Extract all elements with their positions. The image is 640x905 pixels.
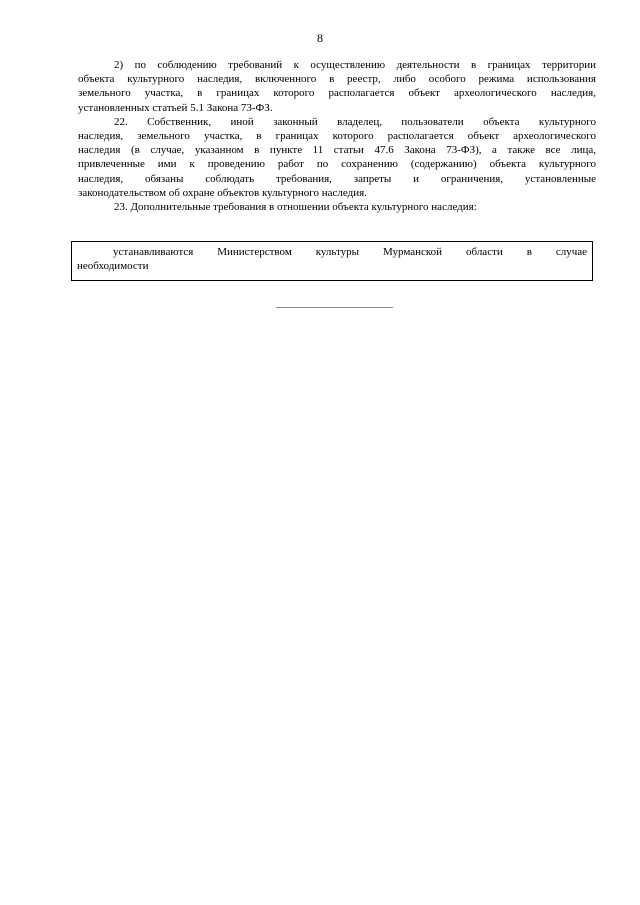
text-line: привлеченные ими к проведению работ по сохранению (содержанию) объекта культурного bbox=[78, 158, 596, 171]
text-line: 23. Дополнительные требования в отношении объекта культурного наследия: bbox=[114, 201, 477, 214]
end-of-document-divider bbox=[276, 307, 393, 308]
page-number: 8 bbox=[317, 31, 323, 45]
text-line: необходимости bbox=[77, 260, 149, 273]
text-line: 2) по соблюдению требований к осуществлению деятельности в границах территории bbox=[114, 59, 596, 71]
document-body bbox=[78, 58, 596, 214]
text-line: законодательством об охране объектов культурного наследия. bbox=[78, 186, 367, 199]
text-line: земельного участка, в границах которого располагается объект археологического наследия, bbox=[78, 87, 596, 100]
paragraph-22 bbox=[78, 115, 596, 200]
text-line: устанавливаются Министерством культуры Мурманской области в случае bbox=[113, 246, 587, 258]
text-line: наследия (в случае, указанном в пункте 11 статьи 47.6 Закона 73-ФЗ), а также все лица, bbox=[78, 144, 596, 157]
text-line: наследия, обязаны соблюдать требования, запреты и ограничения, установленные bbox=[78, 172, 596, 185]
additional-requirements-box bbox=[71, 241, 593, 281]
text-line: установленных статьей 5.1 Закона 73-ФЗ. bbox=[78, 101, 273, 114]
paragraph-item-2 bbox=[78, 58, 596, 115]
text-line: объекта культурного наследия, включенного в реестр, либо особого режима использования bbox=[78, 73, 596, 86]
paragraph-23 bbox=[78, 200, 596, 214]
text-line: наследия, земельного участка, в границах которого располагается объект археологического bbox=[78, 130, 596, 143]
text-line: 22. Собственник, иной законный владелец, пользователи объекта культурного bbox=[114, 115, 596, 128]
